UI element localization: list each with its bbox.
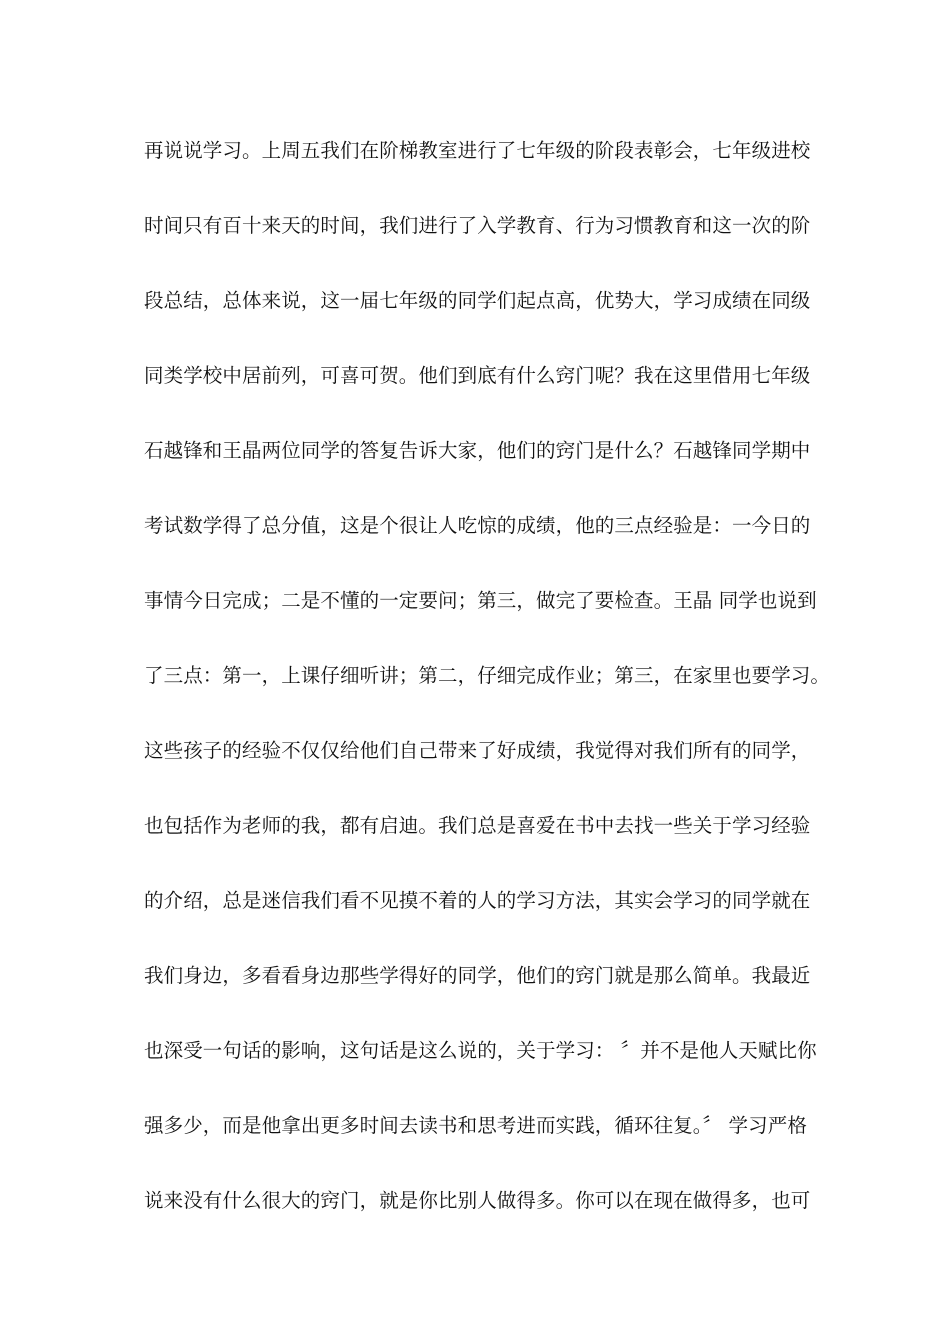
text-line: 也包括作为老师的我，都有启迪。我们总是喜爱在书中去找一些关于学习经验 [144,814,811,837]
text-line: 说来没有什么很大的窍门，就是你比别人做得多。你可以在现在做得多，也可 [144,1189,811,1212]
text-line: 的介绍，总是迷信我们看不见摸不着的人的学习方法，其实会学习的同学就在 [144,889,811,912]
text-line: 再说说学习。上周五我们在阶梯教室进行了七年级的阶段表彰会，七年级进校 [144,139,811,162]
text-line: 同类学校中居前列，可喜可贺。他们到底有什么窍门呢？我在这里借用七年级 [144,364,811,387]
text-line: 段总结，总体来说，这一届七年级的同学们起点高，优势大，学习成绩在同级 [144,289,811,312]
body-text [144,132,831,1257]
text-line: 也深受一句话的影响，这句话是这么说的，关于学习： 〞并不是他人天赋比你 [144,1039,817,1062]
text-line: 这些孩子的经验不仅仅给他们自己带来了好成绩，我觉得对我们所有的同学， [144,739,811,762]
text-line: 了三点：第一，上课仔细听讲；第二，仔细完成作业；第三，在家里也要学习。 [144,664,831,687]
text-line: 我们身边，多看看身边那些学得好的同学，他们的窍门就是那么简单。我最近 [144,964,811,987]
text-line: 考试数学得了总分值，这是个很让人吃惊的成绩，他的三点经验是：一今日的 [144,514,811,537]
text-line: 强多少，而是他拿出更多时间去读书和思考进而实践，循环往复。〞 学习严格 [144,1114,807,1137]
text-line: 石越锋和王晶两位同学的答复告诉大家，他们的窍门是什么？石越锋同学期中 [144,439,811,462]
text-line: 时间只有百十来天的时间，我们进行了入学教育、行为习惯教育和这一次的阶 [144,214,811,237]
text-line: 事情今日完成；二是不懂的一定要问；第三，做完了要检查。王晶 同学也说到 [144,589,817,612]
